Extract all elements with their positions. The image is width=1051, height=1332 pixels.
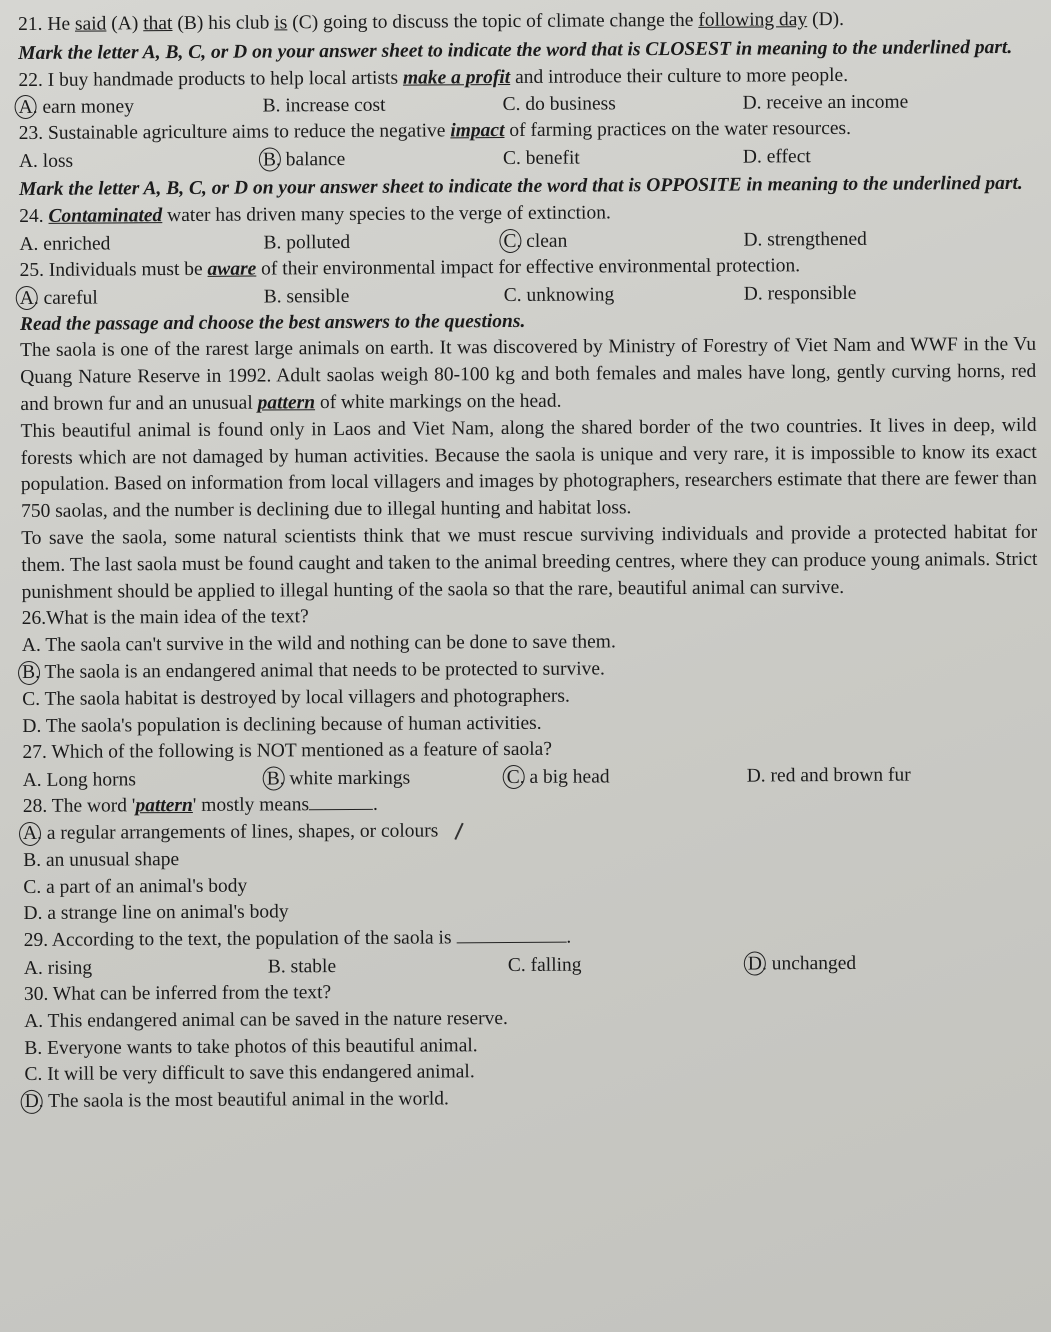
passage-paragraph-2: This beautiful animal is found only in Laos and Viet Nam, along the shared border of the two countries. It lives in deep, wild forests which are not damaged by human activities. Because the saola is unique and very rare, it is impossible to know its exact population. Based on information from local villagers and images by photographers, researchers estimate that there are fewer than 750 saolas, and the number is declining due to illegal hunting and habitat loss. bbox=[20, 414, 1037, 523]
q30-option-b[interactable]: B. Everyone wants to take photos of this beautiful animal. bbox=[24, 1034, 478, 1059]
question-25: 25. Individuals must be aware of their environmental impact for effective environmental protection. bbox=[19, 255, 801, 281]
q28-answer-blank[interactable] bbox=[309, 793, 373, 810]
question-24: 24. Contaminated water has driven many species to the verge of extinction. bbox=[19, 202, 611, 227]
q22-option-a[interactable]: A. earn money bbox=[19, 93, 263, 121]
q24-key-word: Contaminated bbox=[48, 205, 163, 227]
q21-underline-said: said bbox=[74, 13, 107, 35]
instruction-passage: Read the passage and choose the best answers to the questions. bbox=[19, 310, 526, 335]
check-mark-icon bbox=[455, 823, 464, 840]
q29-answer-blank[interactable] bbox=[456, 926, 566, 944]
q30-option-a[interactable]: A. This endangered animal can be saved in the nature reserve. bbox=[24, 1007, 508, 1032]
q28-key-word: pattern bbox=[135, 795, 193, 817]
q21-underline-is: is bbox=[274, 12, 288, 34]
question-30: 30. What can be inferred from the text? bbox=[23, 982, 332, 1005]
q30-option-d[interactable]: D. The saola is the most beautiful animal in the world. bbox=[25, 1083, 1041, 1116]
q25-key-word: aware bbox=[207, 258, 257, 280]
instruction-opposite: Mark the letter A, B, C, or D on your answer sheet to indicate the word that is OPPOSITE in meaning to the underlined part. bbox=[19, 173, 1023, 201]
q21-underline-that: that bbox=[143, 13, 173, 35]
worksheet bbox=[18, 6, 1041, 1116]
q25-option-a[interactable]: A. careful bbox=[20, 283, 264, 311]
q28-option-a[interactable]: A. a regular arrangements of lines, shapes, or colours bbox=[23, 815, 1039, 848]
question-29: 29. According to the text, the population of the saola is . bbox=[23, 926, 572, 952]
q22-key-phrase: make a profit bbox=[402, 66, 511, 89]
question-26: 26.What is the main idea of the text? bbox=[21, 606, 309, 630]
passage-paragraph-3: To save the saola, some natural scientists think that we must rescue surviving individuals and provide a protected habitat for them. The last saola must be found caught and taken to the animal breeding centres, where they can produce young animals. Strict punishment should be applied to illegal hunting of the saola so that the rare, beautiful animal can survive. bbox=[21, 521, 1038, 603]
q28-option-d[interactable]: D. a strange line on animal's body bbox=[23, 901, 289, 925]
q27-option-c[interactable]: C. a big head bbox=[507, 763, 747, 791]
q22-option-c[interactable]: C. do business bbox=[502, 93, 616, 116]
q28-option-b[interactable]: B. an unusual shape bbox=[23, 848, 180, 871]
q24-option-a[interactable]: A. enriched bbox=[19, 233, 111, 255]
q24-option-d[interactable]: D. strengthened bbox=[743, 228, 867, 251]
q22-option-b[interactable]: B. increase cost bbox=[262, 95, 386, 117]
q29-option-d[interactable]: D. unchanged bbox=[748, 950, 856, 978]
question-21: 21. He said (A) that (B) his club is (C) going to discuss the topic of climate change the following day (D). bbox=[18, 8, 845, 35]
q25-option-d[interactable]: D. responsible bbox=[743, 282, 857, 305]
q23-option-b[interactable]: B. balance bbox=[263, 145, 503, 173]
q27-option-d[interactable]: D. red and brown fur bbox=[746, 764, 911, 787]
q24-option-c[interactable]: C. clean bbox=[503, 226, 743, 254]
q21-underline-following-day: following day bbox=[698, 9, 808, 31]
q30-option-c[interactable]: C. It will be very difficult to save this endangered animal. bbox=[24, 1061, 475, 1086]
q23-option-a[interactable]: A. loss bbox=[18, 150, 74, 173]
q25-option-b[interactable]: B. sensible bbox=[263, 285, 350, 308]
q26-option-a[interactable]: A. The saola can't survive in the wild and nothing can be done to save them. bbox=[21, 631, 616, 657]
instruction-closest: Mark the letter A, B, C, or D on your answer sheet to indicate the word that is CLOSEST in meaning to the underlined part. bbox=[18, 36, 1013, 64]
question-22: 22. I buy handmade products to help local artists make a profit and introduce their culture to more people. bbox=[18, 64, 849, 91]
q27-option-b[interactable]: B. white markings bbox=[267, 764, 507, 792]
q28-option-c[interactable]: C. a part of an animal's body bbox=[23, 875, 248, 898]
passage-key-word-pattern: pattern bbox=[257, 392, 316, 414]
q23-option-c[interactable]: C. benefit bbox=[502, 147, 580, 170]
q23-key-word: impact bbox=[450, 120, 505, 142]
q23-option-d[interactable]: D. effect bbox=[742, 146, 811, 168]
question-23: 23. Sustainable agriculture aims to reduce the negative impact of farming practices on the water resources. bbox=[18, 118, 852, 145]
q24-option-b[interactable]: B. polluted bbox=[263, 231, 351, 254]
q27-option-a[interactable]: A. Long horns bbox=[22, 769, 136, 792]
q29-option-b[interactable]: B. stable bbox=[267, 955, 337, 978]
q29-option-c[interactable]: C. falling bbox=[507, 954, 582, 976]
q25-option-c[interactable]: C. unknowing bbox=[503, 283, 615, 306]
passage-paragraph-1: The saola is one of the rarest large animals on earth. It was discovered by Ministry of Forestry of Viet Nam and WWF in the Vu Quang Nature Reserve in 1992. Adult saolas weigh 80-100 kg and both females and males have long, gently curving horns, red and brown fur and an unusual pattern of white markings on the head. bbox=[20, 334, 1037, 415]
question-28: 28. The word 'pattern' mostly means . bbox=[22, 793, 378, 818]
question-27: 27. Which of the following is NOT mentioned as a feature of saola? bbox=[22, 739, 553, 764]
q26-option-c[interactable]: C. The saola habitat is destroyed by local villagers and photographers. bbox=[22, 685, 570, 710]
q29-option-a[interactable]: A. rising bbox=[23, 957, 93, 979]
q22-option-d[interactable]: D. receive an income bbox=[742, 91, 909, 114]
q26-option-d[interactable]: D. The saola's population is declining because of human activities. bbox=[22, 712, 542, 737]
q26-option-b[interactable]: B. The saola is an endangered animal that needs to be protected to survive. bbox=[22, 654, 1038, 687]
